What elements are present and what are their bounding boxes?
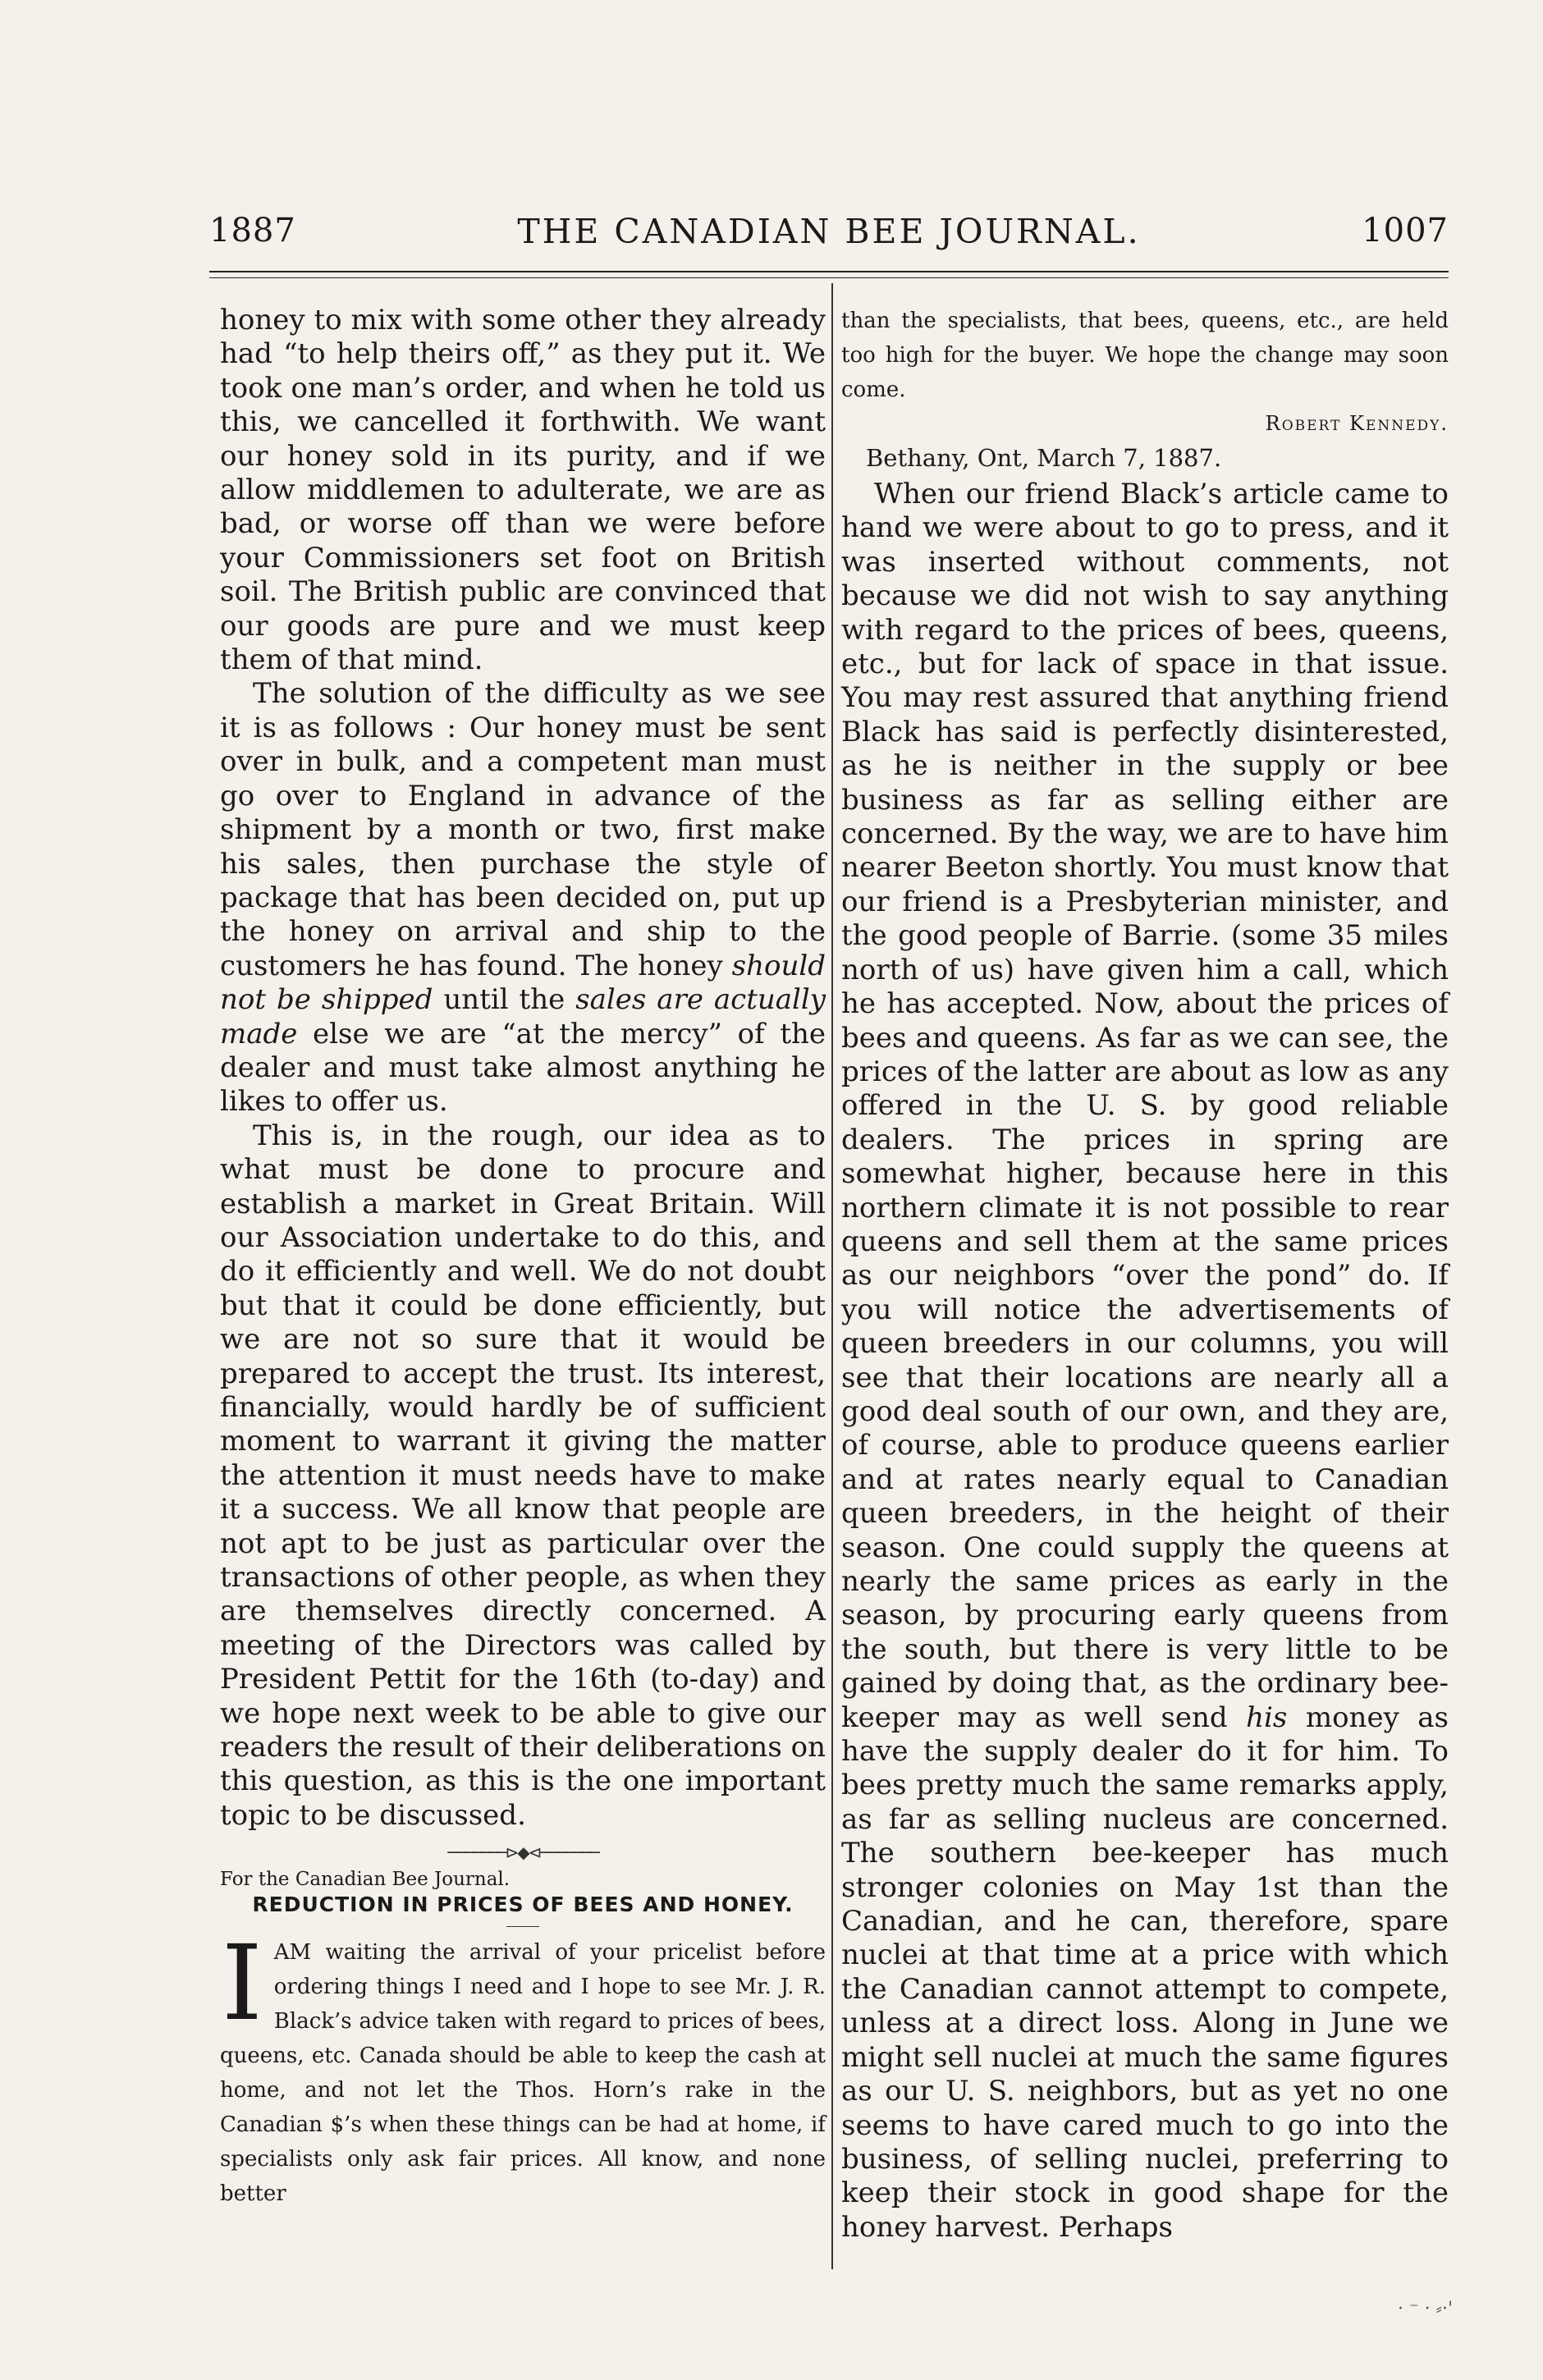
header-rule-thin — [209, 277, 1449, 278]
dateline: Bethany, Ont, March 7, 1887. — [866, 444, 1222, 472]
section-ornament: ───────⊳◆⊲─────── — [447, 1842, 598, 1863]
letter-text: AM waiting the arrival of your pricelist before ordering things I need and I hope to see Mr. J. R. Black’s advice taken with regard to prices of bees, queens, etc. Canada should be able to keep the cash at home, and not let the Thos. Horn’s rake in the Canadian $’s when these things can be had at home, if specialists only ask fair prices. All know, and none better — [220, 1940, 826, 2207]
text-run: else we are “at the mercy” of the dealer and must take almost anything he likes to offer us. — [220, 1017, 826, 1119]
page-header — [209, 212, 1449, 261]
paragraph — [220, 677, 826, 1119]
header-rule — [209, 271, 1449, 272]
paragraph — [841, 478, 1449, 2245]
letter-paragraph: than the specialists, that bees, queens, etc., are held too high for the buyer. We hope the change may soon come. — [841, 309, 1449, 402]
page-number: 1007 — [1362, 212, 1449, 249]
letter-paragraph — [220, 1923, 826, 2211]
drop-cap: I — [222, 1923, 263, 2044]
article-credit: For the Canadian Bee Journal. — [220, 1869, 511, 1891]
column-divider — [831, 283, 833, 2269]
text-run: When our friend Black’s article came to hand we were about to go to press, and it was inserted without comments, not because we did not wish to say anything with regard to the prices of bees, queens, etc., but for lack of space in that issue. You may rest assured that anything friend Black has said is perfectly disinterested, as he is neither in the supply or bee business as far as selling either are concerned. By the way, we are to have him nearer Beeton shortly. You must know that our friend is a Presbyterian minister, and the good people of Barrie. (some 35 miles north of us) have given him a call, which he has accepted. Now, about the prices of bees and queens. As far as we can see, the prices of the latter are about as low as any offered in the U. S. by good reliable dealers. The prices in spring are somewhat higher, because here in this northern climate it is not possible to rear queens and sell them at the same prices as our neighbors “over the pond” do. If you will notice the advertisements of queen breeders in our columns, you will see that their locations are nearly all a good deal south of our own, and they are, of course, able to produce queens earlier and at rates nearly equal to Canadian queen breeders, in the height of their season. One could supply the queens at nearly the same prices as early in the season, by procuring early queens from the south, but there is very little to be gained by doing that, as the ordinary bee-keeper may as well send — [841, 478, 1449, 1734]
article-heading: REDUCTION IN PRICES OF BEES AND HONEY. — [252, 1893, 794, 1917]
paragraph: honey to mix with some other they already had “to help theirs off,” as they put it. We took one man’s order, and when he told us this, we cancelled it forthwith. We want our honey sold in its purity, and if we allow middlemen to adulterate, we are as bad, or worse off than we were before your Commissioners set foot on British soil. The British public are convinced that our goods are pure and we must keep them of that mind. — [220, 304, 826, 677]
header-year: 1887 — [209, 212, 296, 249]
heading-rule — [506, 1926, 539, 1927]
text-run: money as have the supply dealer do it for him. To bees pretty much the same remarks apply, as far as selling nucleus are concerned. The southern bee-keeper has much stronger colonies on May 1st than the Canadian, and he can, therefore, spare nuclei at that time at a price with which the Canadian cannot attempt to compete, unless at a direct loss. Along in June we might sell nuclei at much the same figures as our U. S. neighbors, but as yet no one seems to have cared much to go into the business, of selling nuclei, preferring to keep their stock in good shape for the honey harvest. Perhaps — [841, 1700, 1449, 2244]
emphasis: his — [1246, 1700, 1288, 1734]
right-column — [841, 304, 1449, 2245]
left-column — [220, 304, 826, 2211]
text-run: until the — [433, 983, 576, 1017]
text-run: The solution of the difficulty as we see it is as follows : Our honey must be sent over in bulk, and a competent man must go over to England in advance of the shipment by a month or two, first make his sales, then purchase the style of package that has been decided on, put up the honey on arrival and ship to the customers he has found. The honey — [220, 677, 826, 982]
emphasis: should not be shipped — [220, 949, 826, 1017]
emphasis: sales are actually made — [220, 983, 826, 1050]
signature: Robert Kennedy. — [1265, 412, 1449, 435]
paragraph: This is, in the rough, our idea as to what must be done to procure and establish a market in Great Britain. Will our Association undertake to do this, and do it efficiently and well. We do not doubt but that it could be done efficiently, but we are not so sure that it would be prepared to accept the trust. Its interest, financially, would hardly be of sufficient moment to warrant it giving the matter the attention it must needs have to make it a success. We all know that people are not apt to be just as particular over the transactions of other people, as when they are themselves directly concerned. A meeting of the Directors was called by President Pettit for the 16th (to-day) and we hope next week to be able to give our readers the result of their deliberations on this question, as this is the one important topic to be discussed. — [220, 1119, 826, 1832]
print-mark: · ⁻ · ⸗·' — [1398, 2299, 1453, 2319]
journal-title: THE CANADIAN BEE JOURNAL. — [517, 212, 1141, 251]
